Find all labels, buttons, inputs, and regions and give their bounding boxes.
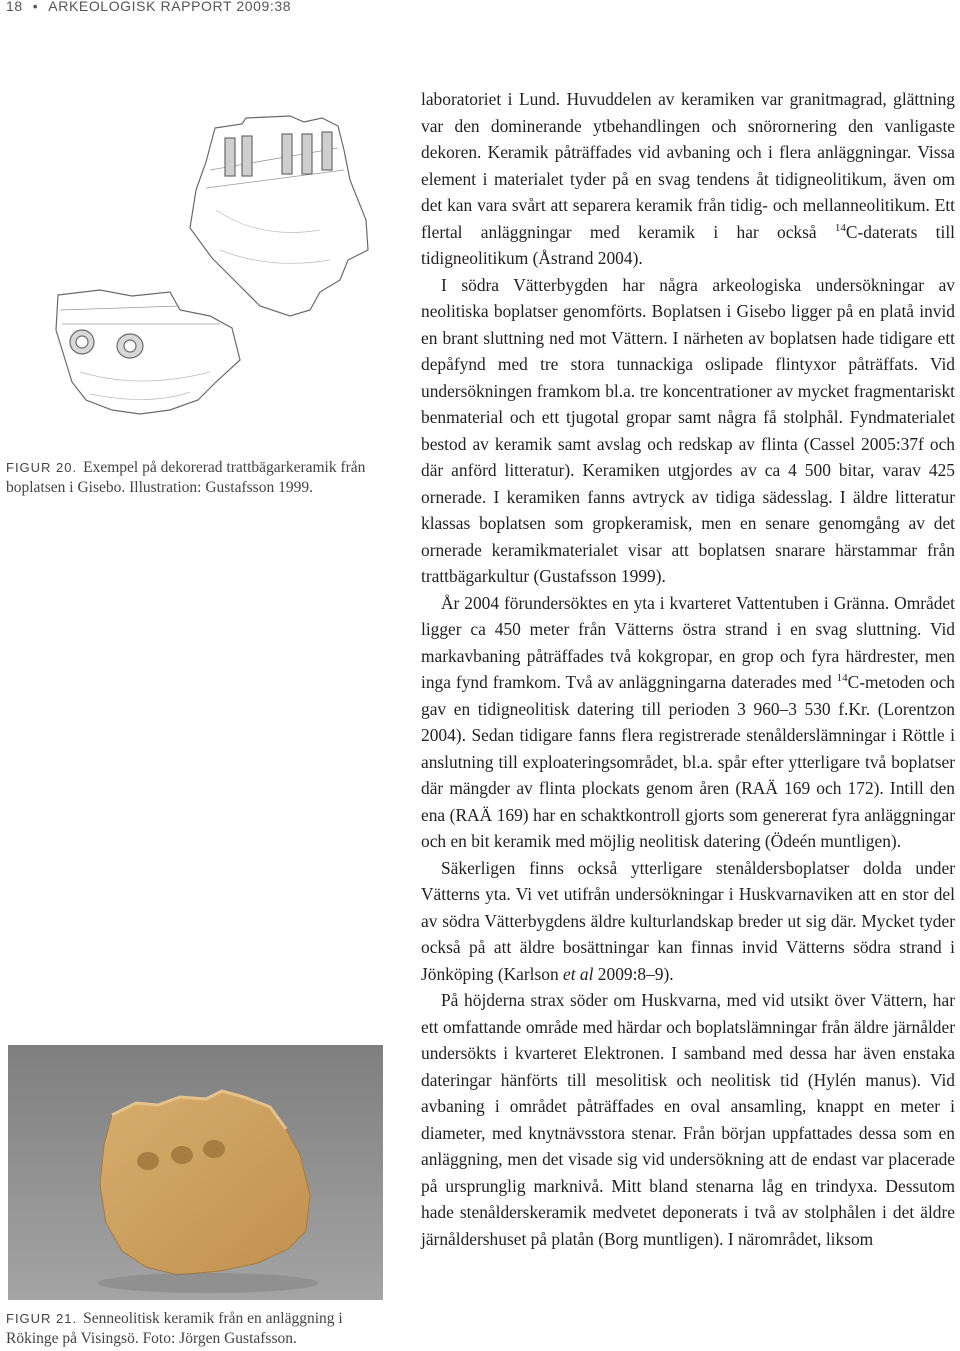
figure-21-caption (6, 1309, 384, 1349)
body-text-column (421, 86, 955, 1252)
figure-20-drawing (20, 110, 380, 470)
paragraph-4-italic: et al (563, 963, 594, 984)
figure-21-label: FIGUR 21. (6, 1311, 78, 1326)
paragraph-4-text-b: 2009:8–9). (593, 963, 674, 984)
figure-20-label: FIGUR 20. (6, 460, 78, 475)
figure-20-caption (6, 458, 384, 498)
paragraph-3-text-b: C-metoden och gav en tidigneolitisk datering till perioden 3 960–3 530 f.Kr. (Lorentzon 2004). Sedan tidigare fanns flera registrerade stenålderslämningar i Röttle i anslutning till exploateringsområdet, bl.a. spår efter ytterligare två boplatser där mängder av flinta plockats genom åren (RAÄ 169 och 172). Intill den ena (RAÄ 169) har en schaktkontroll gjorts som genererat fyra anläggningar och en bit keramik med möjlig neolitisk datering (Ödeén muntligen). (421, 672, 955, 851)
figure-21-text: Senneolitisk keramik från en anläggning i Rökinge på Visingsö. Foto: Jörgen Gustafsson. (6, 1310, 343, 1347)
paragraph-5: På höjderna strax söder om Huskvarna, med vid utsikt över Vättern, har ett omfattande område med härdar och boplatslämningar från äldre järnålder undersökts i kvarteret Elektronen. I samband med dessa har även enstaka dateringar hänförts till mesolitisk och neolitisk tid (Hylén manus). Vid avbaning i området påträffades en oval ansamling, knappt en meter i diameter, med knytnävsstora stenar. Från början uppfattades dessa som en anläggning, men det visade sig vid undersökning att de endast var placerade på ursprunglig marknivå. Mitt bland stenarna låg en trindyxa. Dessutom hade stenålderskeramik medvetet deponerats i två av stolphålen i det äldre järnåldershuset på platån (Borg muntligen). I närområdet, liksom (421, 990, 955, 1249)
superscript-14: 14 (834, 221, 846, 234)
figure-20-text: Exempel på dekorerad trattbägarkeramik från boplatsen i Gisebo. Illustration: Gustafsson 1999. (6, 459, 366, 496)
paragraph-3 (421, 590, 955, 855)
paragraph-1 (421, 86, 955, 272)
upper-sherd-outline (190, 116, 368, 316)
paragraph-1-end: C-daterats till tidigneolitikum (Åstrand 2004). (421, 221, 955, 268)
page-header (6, 0, 291, 14)
paragraph-1-text: laboratoriet i Lund. Huvuddelen av keramiken var granitmagrad, glättning var den dominerande ytbehandlingen och snörornering den vanligaste dekoren. Keramik påträffades vid avbaning och i flera anläggningar. Vissa element i materialet tyder på en svag tendens åt tidigneolitikum, även om det kan vara svårt att separera keramik från tidig- och mellanneolitikum. Ett flertal anläggningar med keramik i har också (421, 89, 955, 242)
paragraph-3-text-a: År 2004 förundersöktes en yta i kvarteret Vattentuben i Gränna. Området ligger ca 450 meter från Vätterns östra strand i en svag sluttning. Vid markavbaning påträffades två kokgropar, en grop och fyra härdrester, men inga fynd framkom. Två av anläggningarna daterades med (421, 592, 955, 692)
figure-21-photo (8, 1045, 383, 1300)
paragraph-2: I södra Vätterbygden har några arkeologiska undersökningar av neolitiska boplatser genomförts. Boplatsen i Gisebo ligger på en platå invid en brant sluttning ned mot Vättern. I närheten av boplatsen hade tidigare ett depåfynd med tre stora tunnackiga oslipade flintyxor påträffats. Vid undersökningen framkom bl.a. tre koncentrationer av mycket fragmentariskt benmaterial och ett tjugotal gropar samt några få stolphål. Fyndmaterialet bestod av keramik samt avslag och redskap av flinta (Cassel 2005:37f och där anförd litteratur). Keramiken utgjordes av ca 4 500 bitar, varav 425 ornerade. I keramiken fanns avtryck av tidiga sädesslag. I äldre litteratur klassas boplatsen som gropkeramisk, men en senare genomgång av det ornerade keramikmaterialet visar att boplatsen snarare härstammar från trattbägarkultur (Gustafsson 1999). (421, 274, 955, 586)
header-separator: • (32, 0, 39, 14)
page-number: 18 (6, 0, 23, 14)
superscript-14: 14 (836, 672, 848, 684)
running-title: ARKEOLOGISK RAPPORT 2009:38 (48, 0, 292, 14)
paragraph-4-text-a: Säkerligen finns också ytterligare stenåldersboplatser dolda under Vätterns yta. Vi vet utifrån undersökningar i Huskvarnaviken att en stor del av södra Vätterbygdens äldre kulturlandskap breder ut sig där. Mycket tyder också på att äldre bosättningar kan finnas invid Vätterns södra strand i Jönköping (Karlson (421, 857, 955, 984)
paragraph-4 (421, 855, 955, 988)
